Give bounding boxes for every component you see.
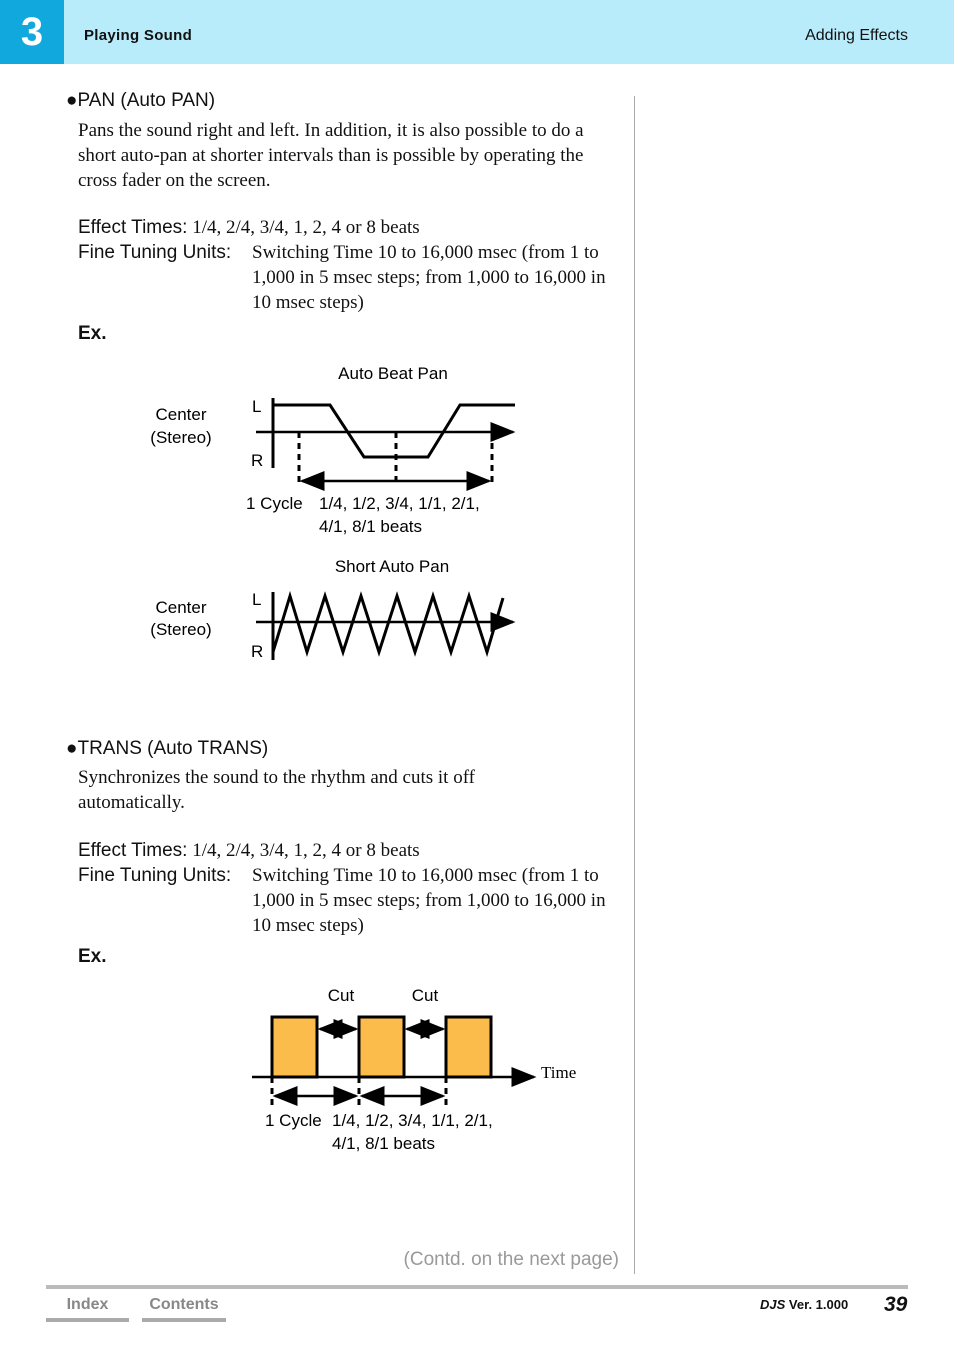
stereo-label: (Stereo)	[150, 620, 212, 639]
effect-times-value: 1/4, 2/4, 3/4, 1, 2, 4 or 8 beats	[192, 217, 420, 238]
auto-beat-pan-title: Auto Beat Pan	[338, 364, 448, 383]
r-label: R	[251, 642, 264, 661]
trans-fine-tuning-value: Switching Time 10 to 16,000 msec (from 1 to 1,000 in 5 msec steps; from 1,000 to 16,000 in 10 msec steps)	[252, 865, 606, 936]
section-title: Adding Effects	[805, 27, 908, 44]
index-link[interactable]: Index	[46, 1296, 129, 1322]
l-label: L	[252, 397, 262, 416]
trans-title: TRANS (Auto TRANS)	[77, 738, 269, 759]
short-auto-pan-title: Short Auto Pan	[334, 557, 450, 576]
version-info	[760, 1297, 848, 1312]
stereo-label: (Stereo)	[150, 428, 212, 447]
chapter-title: Playing Sound	[84, 27, 193, 44]
contents-link[interactable]: Contents	[142, 1296, 226, 1322]
cycle-label: 1 Cycle	[265, 1111, 322, 1130]
beats-line-2: 4/1, 8/1 beats	[332, 1134, 436, 1153]
center-label: Center	[155, 405, 207, 424]
product-name: DJS	[760, 1297, 786, 1312]
trans-effect-times	[78, 838, 420, 863]
beats-line-2: 4/1, 8/1 beats	[319, 517, 423, 536]
pan-description: Pans the sound right and left. In addition, it is also possible to do a short auto-pan at shorter intervals than is possible by operating the cross fader on the screen.	[78, 120, 584, 191]
cut-label: Cut	[327, 986, 355, 1005]
beats-line-1: 1/4, 1/2, 3/4, 1/1, 2/1,	[332, 1111, 493, 1130]
trans-fine-tuning-label	[78, 863, 231, 888]
footer-divider	[46, 1285, 908, 1289]
beats-line-1: 1/4, 1/2, 3/4, 1/1, 2/1,	[319, 494, 480, 513]
effect-times-label: Effect Times:	[78, 840, 188, 861]
pan-title: PAN (Auto PAN)	[77, 90, 216, 111]
effect-times-label: Effect Times:	[78, 217, 188, 238]
continued-note: (Contd. on the next page)	[403, 1249, 619, 1270]
fine-tuning-label: Fine Tuning Units:	[78, 242, 232, 263]
time-label: Time	[541, 1063, 577, 1082]
short-pan-waveform	[273, 596, 503, 652]
page-number: 39	[884, 1293, 908, 1316]
fine-tuning-label: Fine Tuning Units:	[78, 865, 232, 886]
l-label: L	[252, 590, 262, 609]
trans-description: Synchronizes the sound to the rhythm and cuts it off automatically.	[78, 767, 476, 813]
cut-label: Cut	[411, 986, 439, 1005]
trans-heading	[66, 738, 268, 760]
bullet-icon: ●	[66, 90, 78, 111]
pan-fine-tuning-value: Switching Time 10 to 16,000 msec (from 1 to 1,000 in 5 msec steps; from 1,000 to 16,000 in 10 msec steps)	[252, 242, 606, 313]
trans-example-label: Ex.	[78, 946, 107, 967]
version-number: Ver. 1.000	[788, 1297, 849, 1312]
bullet-icon: ●	[66, 738, 78, 759]
r-label: R	[251, 451, 264, 470]
center-label: Center	[155, 598, 207, 617]
cycle-label: 1 Cycle	[246, 494, 303, 513]
pan-example-label: Ex.	[78, 323, 107, 344]
chapter-number: 3	[0, 0, 64, 64]
effect-times-value: 1/4, 2/4, 3/4, 1, 2, 4 or 8 beats	[192, 840, 420, 861]
